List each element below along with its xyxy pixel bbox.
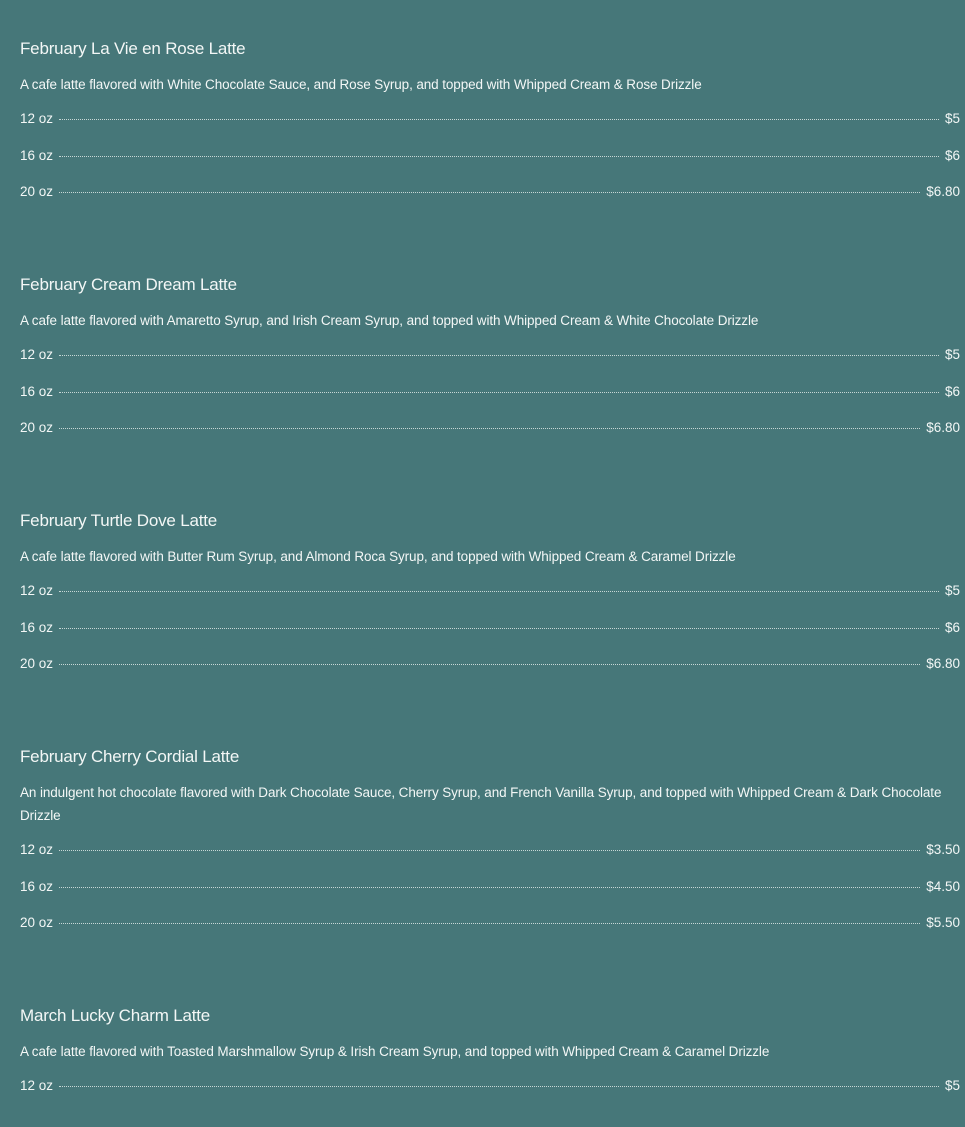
dotted-leader (59, 355, 939, 356)
price-row (20, 420, 960, 457)
price-value: $5.50 (926, 915, 960, 930)
price-row (20, 620, 960, 657)
size-label: 12 oz (20, 842, 54, 857)
item-title: February Cream Dream Latte (20, 275, 237, 294)
item-description: An indulgent hot chocolate flavored with Dark Chocolate Sauce, Cherry Syrup, and French Vanilla Syrup, and topped with Whipped Cream & Dark Chocolate Drizzle (20, 785, 942, 823)
price-value: $6.80 (926, 184, 960, 199)
menu-item (20, 1005, 960, 1115)
dotted-leader (59, 850, 920, 851)
menu-item (20, 746, 960, 952)
price-value: $4.50 (926, 878, 960, 894)
price-row (20, 384, 960, 421)
dotted-leader (59, 119, 939, 120)
dotted-leader (59, 156, 939, 157)
price-row (20, 842, 960, 879)
size-label: 12 oz (20, 583, 54, 598)
item-description: A cafe latte flavored with Toasted Marshmallow Syrup & Irish Cream Syrup, and topped with Whipped Cream & Caramel Drizzle (20, 1044, 770, 1059)
price-value: $5 (944, 111, 960, 126)
price-row (20, 583, 960, 620)
menu-item (20, 274, 960, 457)
price-row (20, 879, 960, 916)
price-value: $5 (944, 583, 960, 598)
menu-item (20, 510, 960, 693)
price-value: $5 (944, 1078, 960, 1093)
price-row (20, 148, 960, 185)
price-row (20, 111, 960, 148)
size-label: 16 oz (20, 147, 54, 163)
item-title: March Lucky Charm Latte (20, 1006, 211, 1025)
price-row (20, 915, 960, 952)
size-label: 12 oz (20, 111, 54, 126)
price-value: $6 (944, 147, 960, 163)
item-description: A cafe latte flavored with Amaretto Syrup, and Irish Cream Syrup, and topped with Whipped Cream & White Chocolate Drizzle (20, 313, 759, 328)
price-list (20, 583, 960, 693)
menu-item (20, 38, 960, 221)
price-value: $5 (944, 347, 960, 362)
price-value: $6.80 (926, 656, 960, 671)
size-label: 20 oz (20, 184, 54, 199)
price-row (20, 184, 960, 221)
price-value: $6 (944, 619, 960, 635)
dotted-leader (59, 591, 939, 592)
price-value: $3.50 (926, 842, 960, 857)
item-title: February Cherry Cordial Latte (20, 747, 240, 766)
size-label: 20 oz (20, 420, 54, 435)
dotted-leader (59, 628, 939, 629)
item-title: February La Vie en Rose Latte (20, 39, 246, 58)
price-value: $6 (944, 383, 960, 399)
price-list (20, 1078, 960, 1115)
price-list (20, 842, 960, 952)
price-value: $6.80 (926, 420, 960, 435)
dotted-leader (59, 192, 920, 193)
dotted-leader (59, 392, 939, 393)
price-row (20, 1078, 960, 1115)
item-description: A cafe latte flavored with Butter Rum Syrup, and Almond Roca Syrup, and topped with Whipped Cream & Caramel Drizzle (20, 549, 736, 564)
size-label: 12 oz (20, 1078, 54, 1093)
price-row (20, 656, 960, 693)
size-label: 20 oz (20, 915, 54, 930)
item-title: February Turtle Dove Latte (20, 511, 218, 530)
dotted-leader (59, 923, 920, 924)
size-label: 16 oz (20, 619, 54, 635)
dotted-leader (59, 664, 920, 665)
price-list (20, 347, 960, 457)
dotted-leader (59, 428, 920, 429)
size-label: 16 oz (20, 383, 54, 399)
size-label: 20 oz (20, 656, 54, 671)
size-label: 12 oz (20, 347, 54, 362)
dotted-leader (59, 887, 920, 888)
size-label: 16 oz (20, 878, 54, 894)
price-list (20, 111, 960, 221)
item-description: A cafe latte flavored with White Chocolate Sauce, and Rose Syrup, and topped with Whipped Cream & Rose Drizzle (20, 77, 702, 92)
price-row (20, 347, 960, 384)
dotted-leader (59, 1086, 939, 1087)
